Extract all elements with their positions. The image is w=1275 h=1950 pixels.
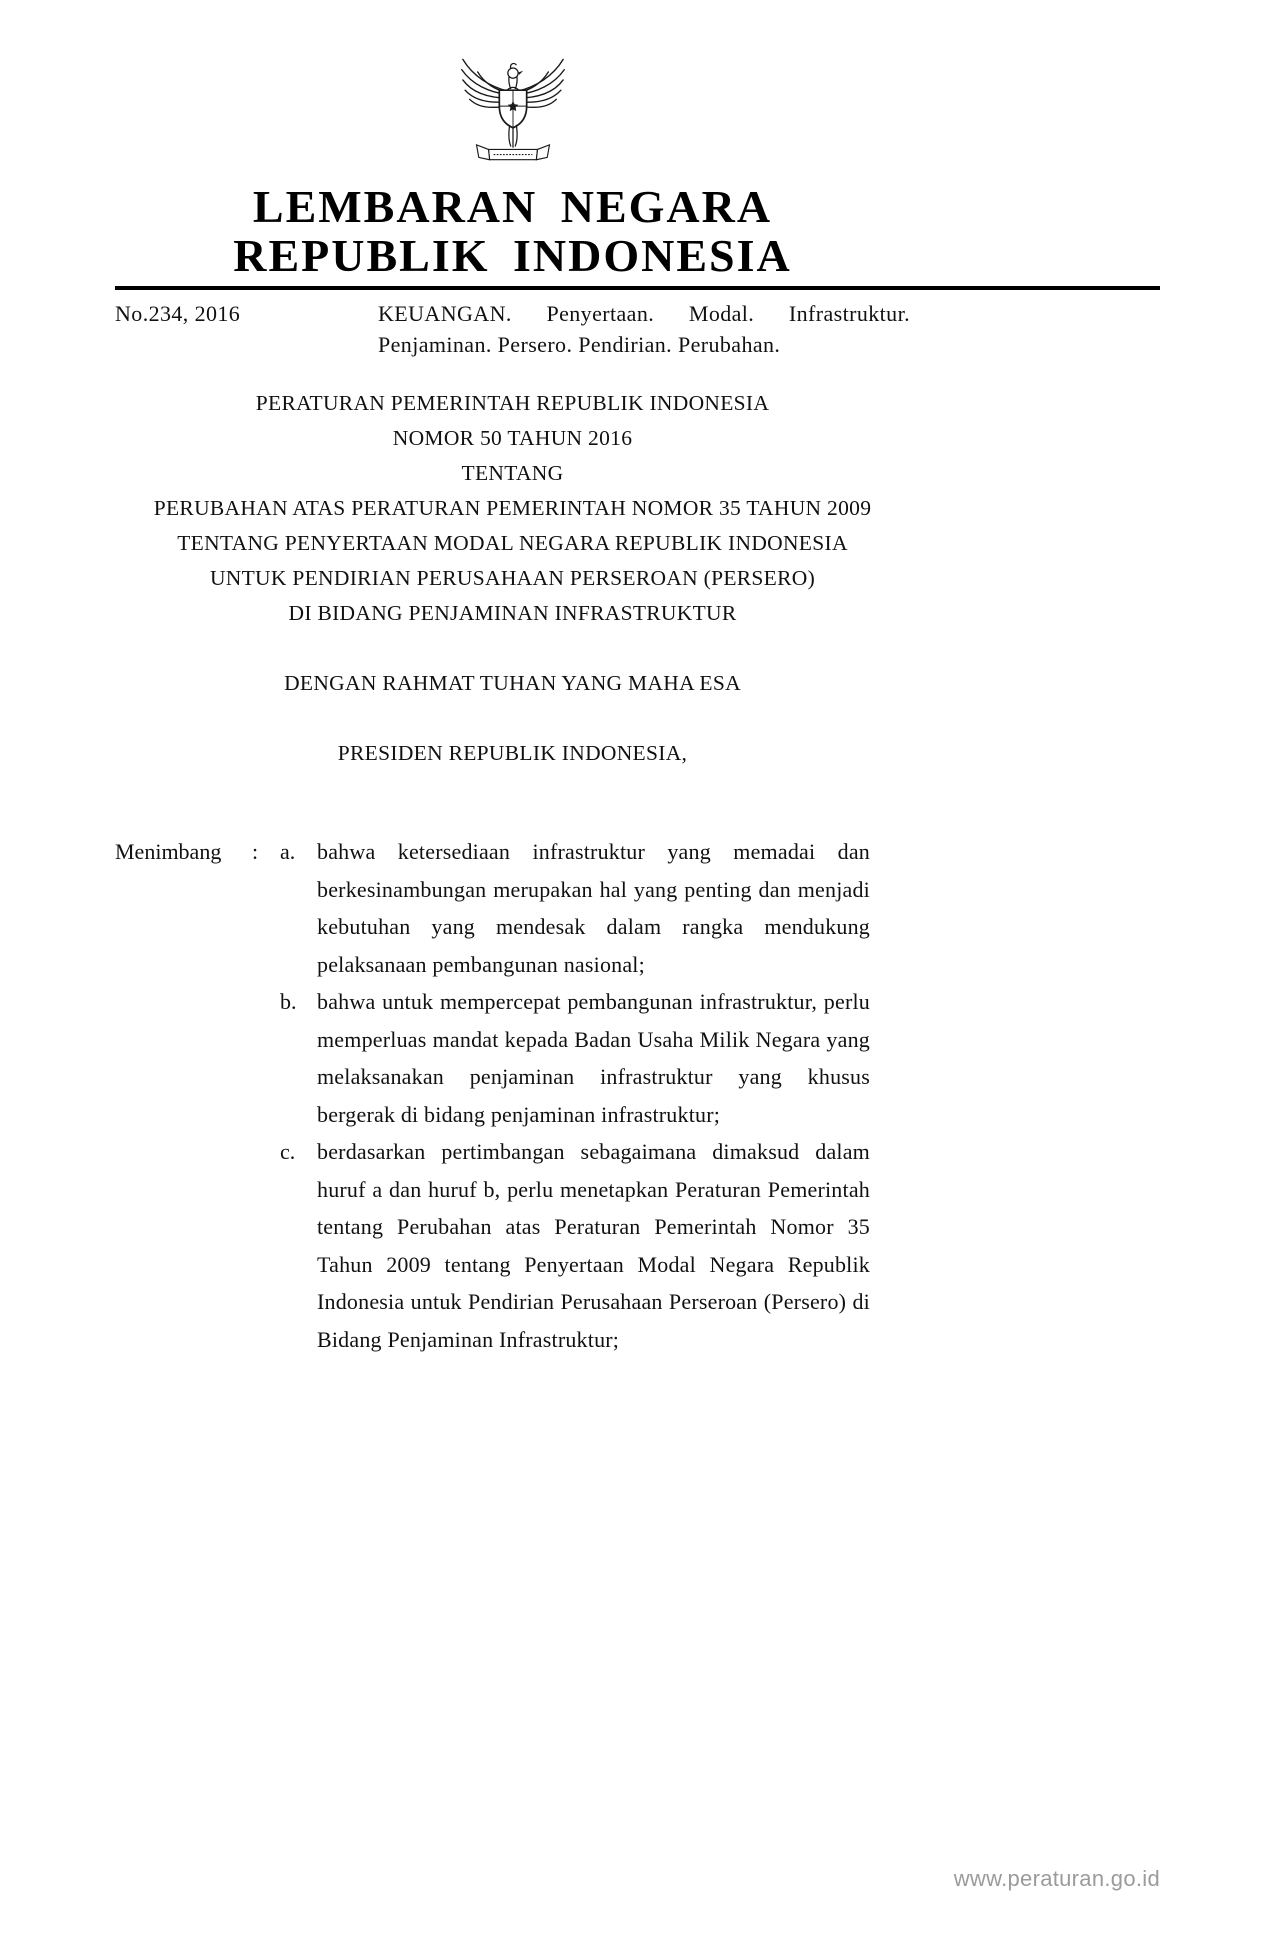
item-letter: b. [280, 989, 297, 1014]
source-url-watermark: www.peraturan.go.id [953, 1866, 1160, 1891]
gazette-number: No.234, 2016 [115, 301, 241, 326]
considering-item [115, 833, 870, 983]
title-line-2: REPUBLIK INDONESIA [233, 230, 792, 281]
heading-regulation-number: NOMOR 50 TAHUN 2016 [392, 426, 633, 450]
garuda-pancasila-icon [456, 42, 570, 168]
heading-subject-line-4: DI BIDANG PENJAMINAN INFRASTRUKTUR [288, 601, 737, 625]
heading-subject-line-3: UNTUK PENDIRIAN PERUSAHAAN PERSEROAN (PERSERO) [209, 566, 816, 590]
text-column [115, 0, 910, 1358]
salutation-line: PRESIDEN REPUBLIK INDONESIA, [337, 741, 688, 765]
heading-regulation-title: PERATURAN PEMERINTAH REPUBLIK INDONESIA [255, 391, 770, 415]
masthead-divider [115, 286, 1160, 290]
title-line-1: LEMBARAN NEGARA [252, 181, 773, 232]
gazette-header [115, 298, 910, 360]
invocation-line: DENGAN RAHMAT TUHAN YANG MAHA ESA [284, 671, 741, 695]
regulation-heading-block [115, 386, 910, 771]
heading-subject-line-2: TENTANG PENYERTAAN MODAL NEGARA REPUBLIK INDONESIA [177, 531, 848, 555]
page-title [115, 182, 910, 280]
spacer [115, 631, 910, 666]
heading-subject-line-1: PERUBAHAN ATAS PERATURAN PEMERINTAH NOMOR 35 TAHUN 2009 [153, 496, 872, 520]
item-letter: c. [280, 1139, 296, 1164]
gazette-subject: KEUANGAN. Penyertaan. Modal. Infrastruktur. Penjaminan. Persero. Pendirian. Perubahan. [378, 301, 910, 357]
considering-item [115, 983, 870, 1133]
item-text: berdasarkan pertimbangan sebagaimana dimaksud dalam huruf a dan huruf b, perlu menetapkan Peraturan Pemerintah tentang Perubahan atas Peraturan Pemerintah Nomor 35 Tahun 2009 tentang Penyertaan Modal Negara Republik Indonesia untuk Pendirian Perusahaan Perseroan (Persero) di Bidang Penjaminan Infrastruktur; [317, 1139, 870, 1352]
considering-item [115, 1133, 870, 1358]
considering-colon: : [252, 839, 259, 864]
item-letter: a. [280, 839, 296, 864]
item-text: bahwa untuk mempercepat pembangunan infrastruktur, perlu memperluas mandat kepada Badan Usaha Milik Negara yang melaksanakan penjaminan infrastruktur yang khusus bergerak di bidang penjaminan infrastruktur; [317, 989, 870, 1127]
national-emblem [115, 0, 910, 174]
considering-section [115, 833, 910, 1358]
spacer [115, 701, 910, 736]
item-text: bahwa ketersediaan infrastruktur yang memadai dan berkesinambungan merupakan hal yang penting dan menjadi kebutuhan yang mendesak dalam rangka mendukung pelaksanaan pembangunan nasional; [317, 839, 870, 977]
heading-tentang: TENTANG [461, 461, 564, 485]
considering-label: Menimbang [115, 839, 222, 864]
